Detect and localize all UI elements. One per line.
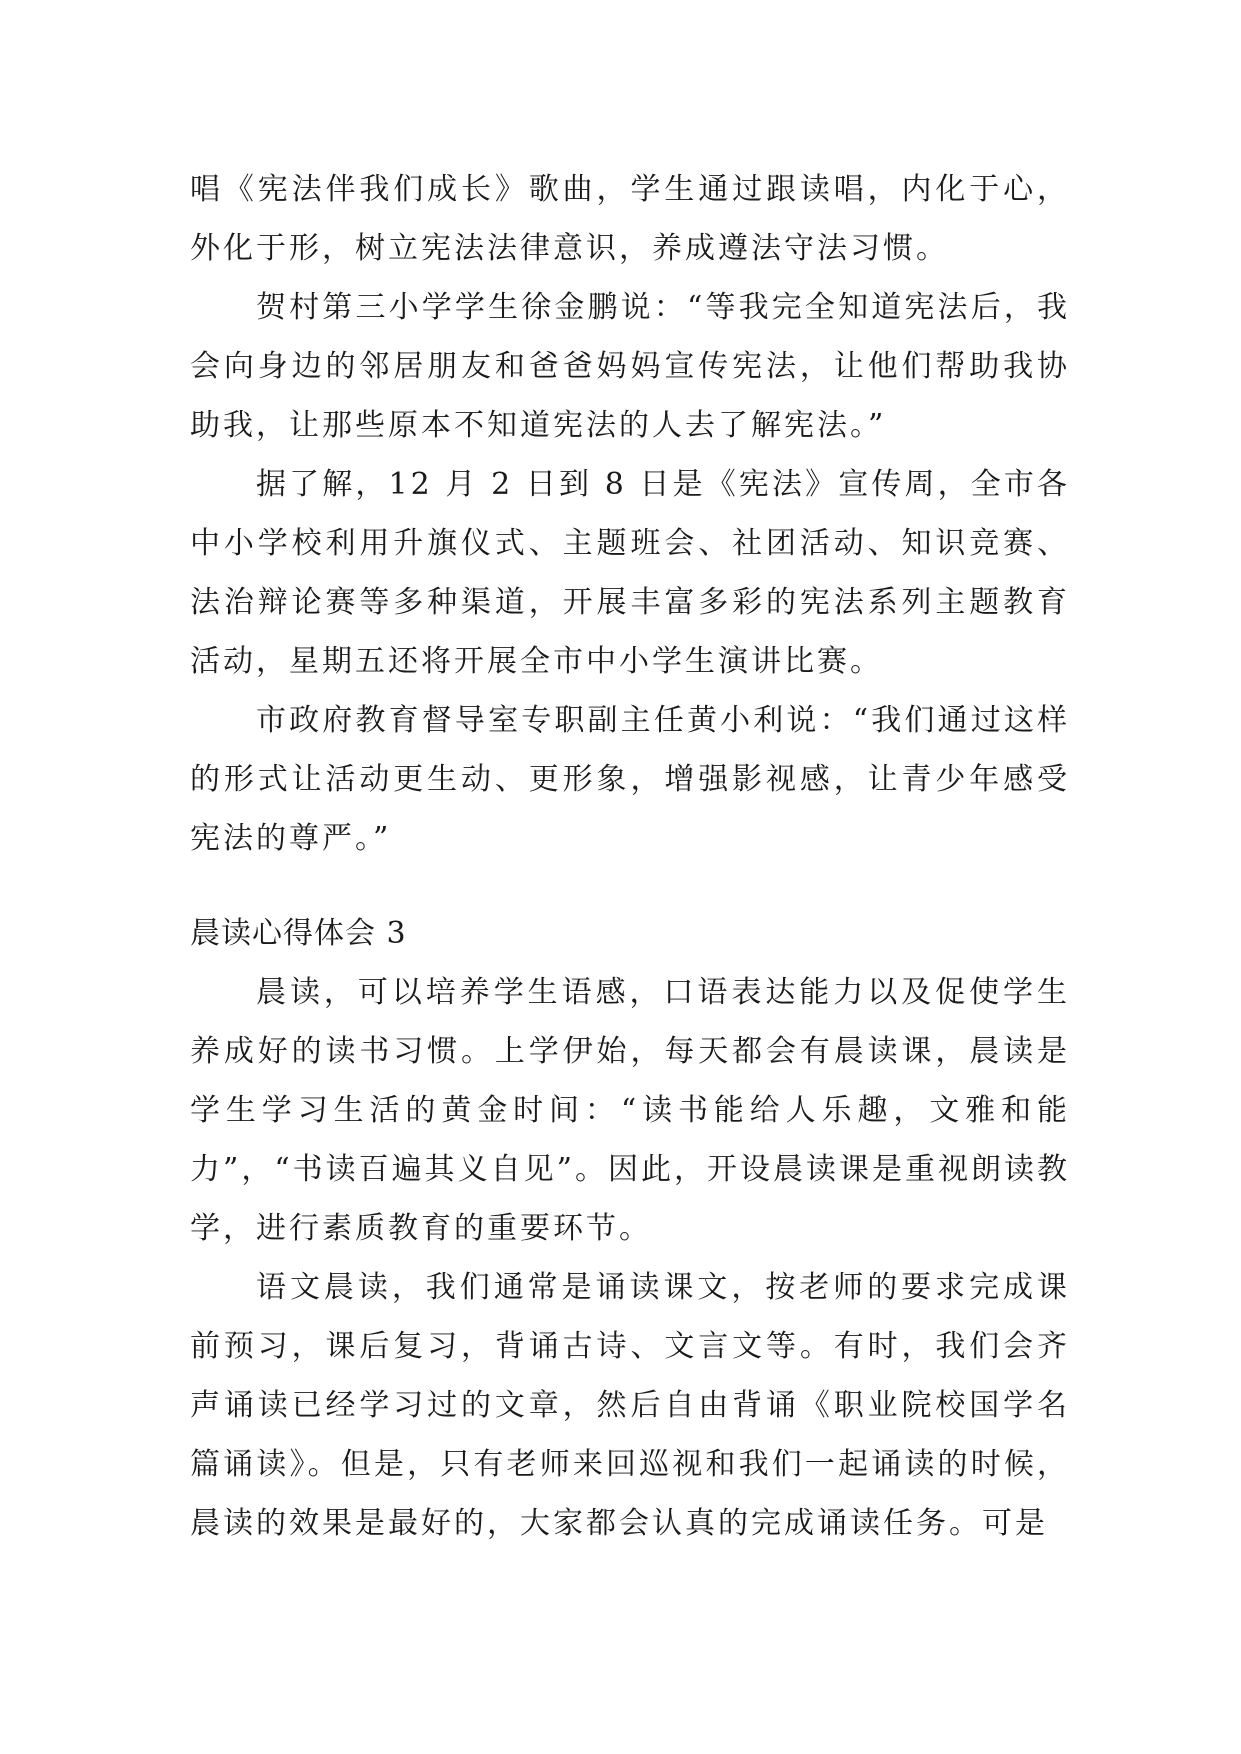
section-1 — [190, 160, 1070, 868]
paragraph-official-quote: 市政府教育督导室专职副主任黄小利说：“我们通过这样的形式让活动更生动、更形象，增强影视感，让青少年感受宪法的尊严。” — [190, 703, 1070, 856]
paragraph-chinese-morning-reading: 语文晨读，我们通常是诵读课文，按老师的要求完成课前预习，课后复习，背诵古诗、文言文等。有时，我们会齐声诵读已经学习过的文章，然后自由背诵《职业院校国学名篇诵读》。但是，只有老师来回巡视和我们一起诵读的时候，晨读的效果是最好的，大家都会认真的完成诵读任务。可是 — [190, 1270, 1070, 1541]
section-heading: 晨读心得体会 3 — [190, 916, 407, 951]
paragraph-morning-reading-intro: 晨读，可以培养学生语感，口语表达能力以及促使学生养成好的读书习惯。上学伊始，每天都会有晨读课，晨读是学生学习生活的黄金时间：“读书能给人乐趣，文雅和能力”，“书读百遍其义自见”。因此，开设晨读课是重视朗读教学，进行素质教育的重要环节。 — [190, 975, 1071, 1246]
section-2 — [190, 904, 1070, 1553]
paragraph-student-quote: 贺村第三小学学生徐金鹏说：“等我完全知道宪法后，我会向身边的邻居朋友和爸爸妈妈宣传宪法，让他们帮助我协助我，让那些原本不知道宪法的人去了解宪法。” — [190, 290, 1070, 443]
paragraph-publicity-week: 据了解，12 月 2 日到 8 日是《宪法》宣传周，全市各中小学校利用升旗仪式、主题班会、社团活动、知识竞赛、法治辩论赛等多种渠道，开展丰富多彩的宪法系列主题教育活动，星期五还将开展全市中小学生演讲比赛。 — [190, 467, 1070, 679]
paragraph-continuation: 唱《宪法伴我们成长》歌曲，学生通过跟读唱，内化于心，外化于形，树立宪法法律意识，养成遵法守法习惯。 — [190, 172, 1070, 266]
